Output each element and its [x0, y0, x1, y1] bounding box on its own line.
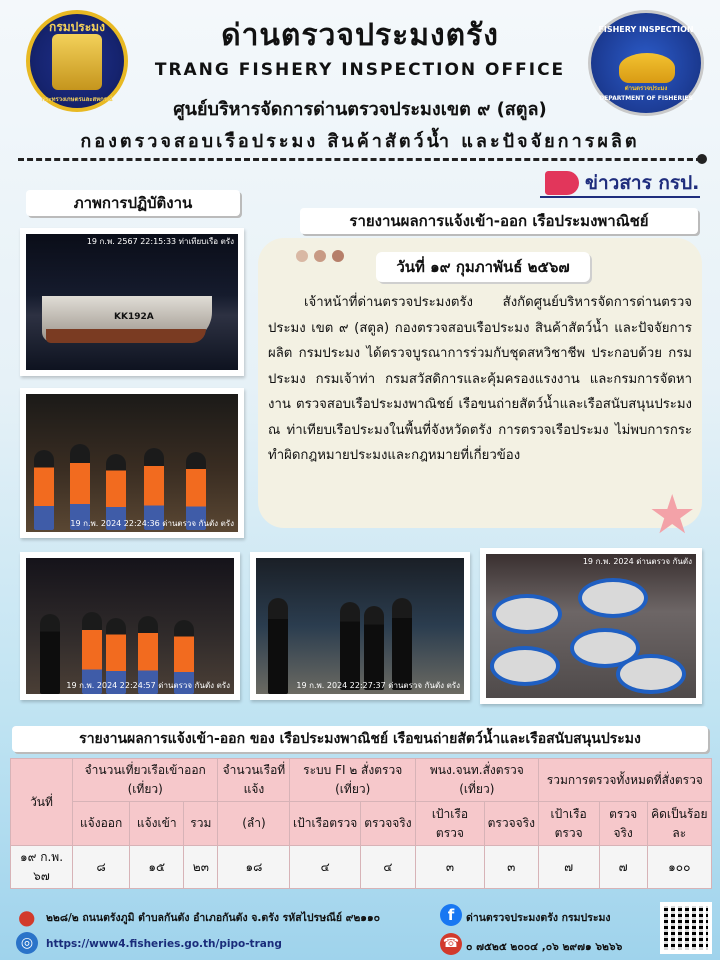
officer: [268, 598, 288, 694]
sub-in: แจ้งเข้า: [130, 802, 184, 846]
news-underline: [540, 196, 700, 198]
officer: [340, 602, 360, 690]
officer: [392, 598, 412, 690]
sub-unit: (ลำ): [218, 802, 290, 846]
header-day: วันที่: [11, 759, 73, 846]
cell-real-officer: ๓: [484, 846, 538, 889]
sub-target-officer: เป้าเรือตรวจ: [415, 802, 484, 846]
footer-address: ๒๒๘/๒ ถนนตรังภูมิ ตำบลกันตัง อำเภอกันตัง จ.ตรัง รหัสไปรษณีย์ ๙๒๑๑๐: [46, 912, 381, 924]
fish-basket: [578, 578, 648, 618]
section-report-heading: รายงานผลการแจ้งเข้า-ออก เรือประมงพาณิชย์: [300, 208, 698, 234]
subtitle-center: ศูนย์บริหารจัดการด่านตรวจประมงเขต ๙ (สตูล): [173, 99, 547, 120]
decor-dot: [332, 250, 344, 262]
starfish-icon: ★: [648, 483, 697, 546]
wing-emblem-icon: [619, 53, 675, 83]
logo-right-mid-text: ด่านตรวจประมง: [624, 85, 668, 92]
officer: [364, 606, 384, 690]
photo-timestamp: 19 ก.พ. 2024 22:24:57 ด่านตรวจ กันตัง ตรัง: [66, 681, 230, 690]
news-tag: [545, 168, 699, 198]
fisheries-seal-logo: [26, 10, 128, 112]
deity-emblem-icon: [52, 34, 102, 90]
logo-right-bottom-text: DEPARTMENT OF FISHERIES: [599, 95, 693, 102]
header-fi: ระบบ FI ๒ สั่งตรวจ (เที่ยว): [290, 759, 416, 802]
qr-code[interactable]: [660, 902, 712, 954]
table-title: รายงานผลการแจ้งเข้า-ออก ของ เรือประมงพาณิชย์ เรือขนถ่ายสัตว์น้ำและเรือสนับสนุนประมง: [12, 726, 708, 752]
subtitle-division: กองตรวจสอบเรือประมง สินค้าสัตว์น้ำ และปัจจัยการผลิต: [80, 131, 640, 152]
report-body: [268, 290, 692, 469]
photo-crew-lineup: [20, 388, 244, 538]
table-row: [11, 846, 712, 889]
boat-hull: [46, 329, 206, 343]
cell-day: ๑๙ ก.พ. ๖๗: [11, 846, 73, 889]
sub-target-fi: เป้าเรือตรวจ: [290, 802, 360, 846]
fish-basket: [492, 594, 562, 634]
photo-timestamp: 19 ก.พ. 2024 22:24:36 ด่านตรวจ กันตัง ตรัง: [70, 519, 234, 528]
cell-real-total: ๗: [599, 846, 647, 889]
fishery-inspection-badge-logo: [588, 10, 704, 116]
table-subheader-row: [11, 802, 712, 846]
header-boats: จำนวนเรือที่แจ้ง: [218, 759, 290, 802]
sub-real-officer: ตรวจจริง: [484, 802, 538, 846]
globe-icon: ◎: [16, 932, 38, 954]
sub-out: แจ้งออก: [73, 802, 130, 846]
logo-left-bottom-text: กระทรวงเกษตรและสหกรณ์: [41, 96, 113, 103]
page-title-en: TRANG FISHERY INSPECTION OFFICE: [154, 60, 566, 80]
decor-dot: [296, 250, 308, 262]
footer-website-link[interactable]: https://www4.fisheries.go.th/pipo-trang: [46, 938, 282, 950]
divider-dot: [697, 154, 707, 164]
footer-phone: ๐ ๗๕๒๕ ๒๐๐๔ ,๐๖ ๒๙๗๑ ๖๒๖๖: [466, 941, 623, 953]
crew-member: [34, 450, 54, 530]
cell-out: ๘: [73, 846, 130, 889]
phone-icon: ☎: [440, 933, 462, 955]
cell-target-fi: ๔: [290, 846, 360, 889]
report-date: วันที่ ๑๙ กุมภาพันธ์ ๒๕๖๗: [376, 252, 590, 282]
photo-timestamp: 19 ก.พ. 2567 22:15:33 ท่าเทียบเรือ ตรัง: [86, 237, 234, 246]
table-header-row: [11, 759, 712, 802]
logo-left-top-text: กรมประมง: [49, 20, 105, 34]
decor-dots: [296, 250, 350, 262]
photo-timestamp: 19 ก.พ. 2024 ด่านตรวจ กันตัง: [582, 557, 692, 566]
sub-percent: คิดเป็นร้อยละ: [647, 802, 711, 846]
photo-inspection-2: [250, 552, 470, 700]
sub-sum: รวม: [184, 802, 218, 846]
photo-catch-baskets: [480, 548, 702, 704]
location-pin-icon: ●: [18, 905, 36, 929]
cell-boats: ๑๘: [218, 846, 290, 889]
photo-boat: [20, 228, 244, 376]
facebook-icon[interactable]: f: [440, 904, 462, 926]
header-total: รวมการตรวจทั้งหมดที่สั่งตรวจ: [538, 759, 711, 802]
sub-target-total: เป้าเรือตรวจ: [538, 802, 599, 846]
report-table: [10, 758, 712, 889]
dashed-divider: [18, 158, 702, 161]
crew-member: [144, 448, 164, 530]
decor-dot: [314, 250, 326, 262]
cell-real-fi: ๔: [360, 846, 415, 889]
cell-percent: ๑๐๐: [647, 846, 711, 889]
logo-right-top-text: FISHERY INSPECTION: [598, 25, 694, 34]
crew-member: [70, 444, 90, 530]
sub-real-fi: ตรวจจริง: [360, 802, 415, 846]
footer-facebook-link[interactable]: ด่านตรวจประมงตรัง กรมประมง: [466, 912, 611, 924]
header-trips: จำนวนเที่ยวเรือเข้าออก (เที่ยว): [73, 759, 218, 802]
cell-target-total: ๗: [538, 846, 599, 889]
news-label: ข่าวสาร กรป.: [585, 172, 700, 194]
section-photos-heading: ภาพการปฏิบัติงาน: [26, 190, 240, 216]
photo-timestamp: 19 ก.พ. 2024 22:27:37 ด่านตรวจ กันตัง ตรัง: [296, 681, 460, 690]
header-officer: พนง.จนท.สั่งตรวจ (เที่ยว): [415, 759, 538, 802]
fish-basket: [490, 646, 560, 686]
cell-sum: ๒๓: [184, 846, 218, 889]
report-body-text: เจ้าหน้าที่ด่านตรวจประมงตรัง สังกัดศูนย์บริหารจัดการด่านตรวจประมง เขต ๙ (สตูล) กองตรวจสอบเรือประมง สินค้าสัตว์น้ำ และปัจจัยการผลิต กรมประมง ได้ตรวจบูรณาการร่วมกับชุดสหวิชาชีพ ประกอบด้วย กรมประมง กรมเจ้าท่า กรมสวัสดิการและคุ้มครองแรงงาน และกรมการจัดหางาน ตรวจสอบเรือประมงพาณิชย์ เรือขนถ่ายสัตว์น้ำและเรือสนับสนุนประมง ณ ท่าเทียบเรือประมงในพื้นที่จังหวัดตรัง การตรวจเรือประมง ไม่พบการกระทำผิดกฎหมายประมงและกฎหมายที่เกี่ยวข้อง: [268, 295, 692, 463]
photo-inspection-1: [20, 552, 240, 700]
officer: [40, 614, 60, 694]
cell-in: ๑๕: [130, 846, 184, 889]
boat-registration: KK192A: [114, 312, 154, 322]
fish-basket: [616, 654, 686, 694]
megaphone-icon: [545, 171, 579, 195]
sub-real-total: ตรวจจริง: [599, 802, 647, 846]
page-title: ด่านตรวจประมงตรัง: [221, 18, 499, 53]
cell-target-officer: ๓: [415, 846, 484, 889]
